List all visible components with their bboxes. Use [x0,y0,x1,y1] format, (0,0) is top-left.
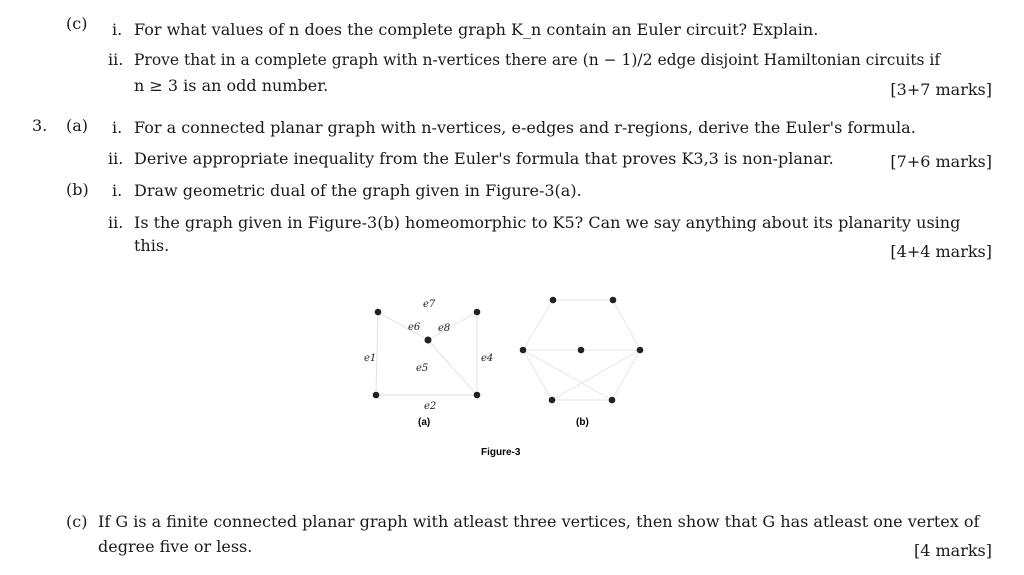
figure-3a-label: (a) [418,417,431,428]
q3b-i-text: Draw geometric dual of the graph given in Figure-3(a). [134,181,582,200]
vertex-a3 [425,337,432,344]
q3c-marks: [4 marks] [913,541,992,560]
q3b-label: (b) [66,180,89,199]
q3b-ii-text-2: this. [134,236,170,255]
q3a-label: (a) [66,116,89,135]
vertex-a1 [375,309,382,316]
vertex-a2 [474,309,481,316]
vertex-b5 [637,347,644,354]
figure-3-graphs [340,285,680,460]
graph-a-vertices [373,309,481,399]
q3-number: 3. [32,116,48,135]
q2c-ii-text-2: n ≥ 3 is an odd number. [134,76,329,95]
edge-label-e6: e6 [408,322,421,333]
q3a-marks: [7+6 marks] [890,152,992,171]
edge-label-e1: e1 [364,353,377,364]
vertex-a4 [373,392,380,399]
vertex-b1 [550,297,557,304]
figure-3b-label: (b) [576,417,589,428]
q2c-marks: [3+7 marks] [890,80,992,99]
q3b-ii-text-1: Is the graph given in Figure-3(b) homeomorphic to K5? Can we say anything about its planarity using [134,213,961,232]
q2c-i-num: i. [112,20,123,39]
vertex-b2 [610,297,617,304]
q2c-i-text: For what values of n does the complete graph K_n contain an Euler circuit? Explain. [134,20,819,39]
q3c-text-1: If G is a finite connected planar graph with atleast three vertices, then show that G has atleast one vertex of [98,512,980,531]
edge-label-e5: e5 [416,363,429,374]
edge-label-e2: e2 [424,401,437,412]
q3a-i-num: i. [112,118,123,137]
vertex-a5 [474,392,481,399]
graph-a-edges [376,312,477,395]
edge-label-e8: e8 [438,323,451,334]
figure-3 [340,285,680,460]
figure-caption: Figure-3 [481,447,521,458]
q2c-ii-num: ii. [108,50,124,69]
q3c-text-2: degree five or less. [98,537,253,556]
q3c-label: (c) [66,512,88,531]
q3a-ii-text: Derive appropriate inequality from the Euler's formula that proves K3,3 is non-planar. [134,149,834,168]
edge-label-e7: e7 [423,299,436,310]
vertex-b3 [520,347,527,354]
q2c-label: (c) [66,14,88,33]
q3b-ii-num: ii. [108,213,124,232]
vertex-b4 [578,347,585,354]
edge-label-e4: e4 [481,353,494,364]
q3a-i-text: For a connected planar graph with n-vertices, e-edges and r-regions, derive the Euler's formula. [134,118,916,137]
q3b-marks: [4+4 marks] [890,242,992,261]
vertex-b6 [549,397,556,404]
q2c-ii-text-1: Prove that in a complete graph with n-vertices there are (n − 1)/2 edge disjoint Hamiltonian circuits if [134,51,941,69]
vertex-b7 [609,397,616,404]
q3a-ii-num: ii. [108,149,124,168]
q3b-i-num: i. [112,181,123,200]
